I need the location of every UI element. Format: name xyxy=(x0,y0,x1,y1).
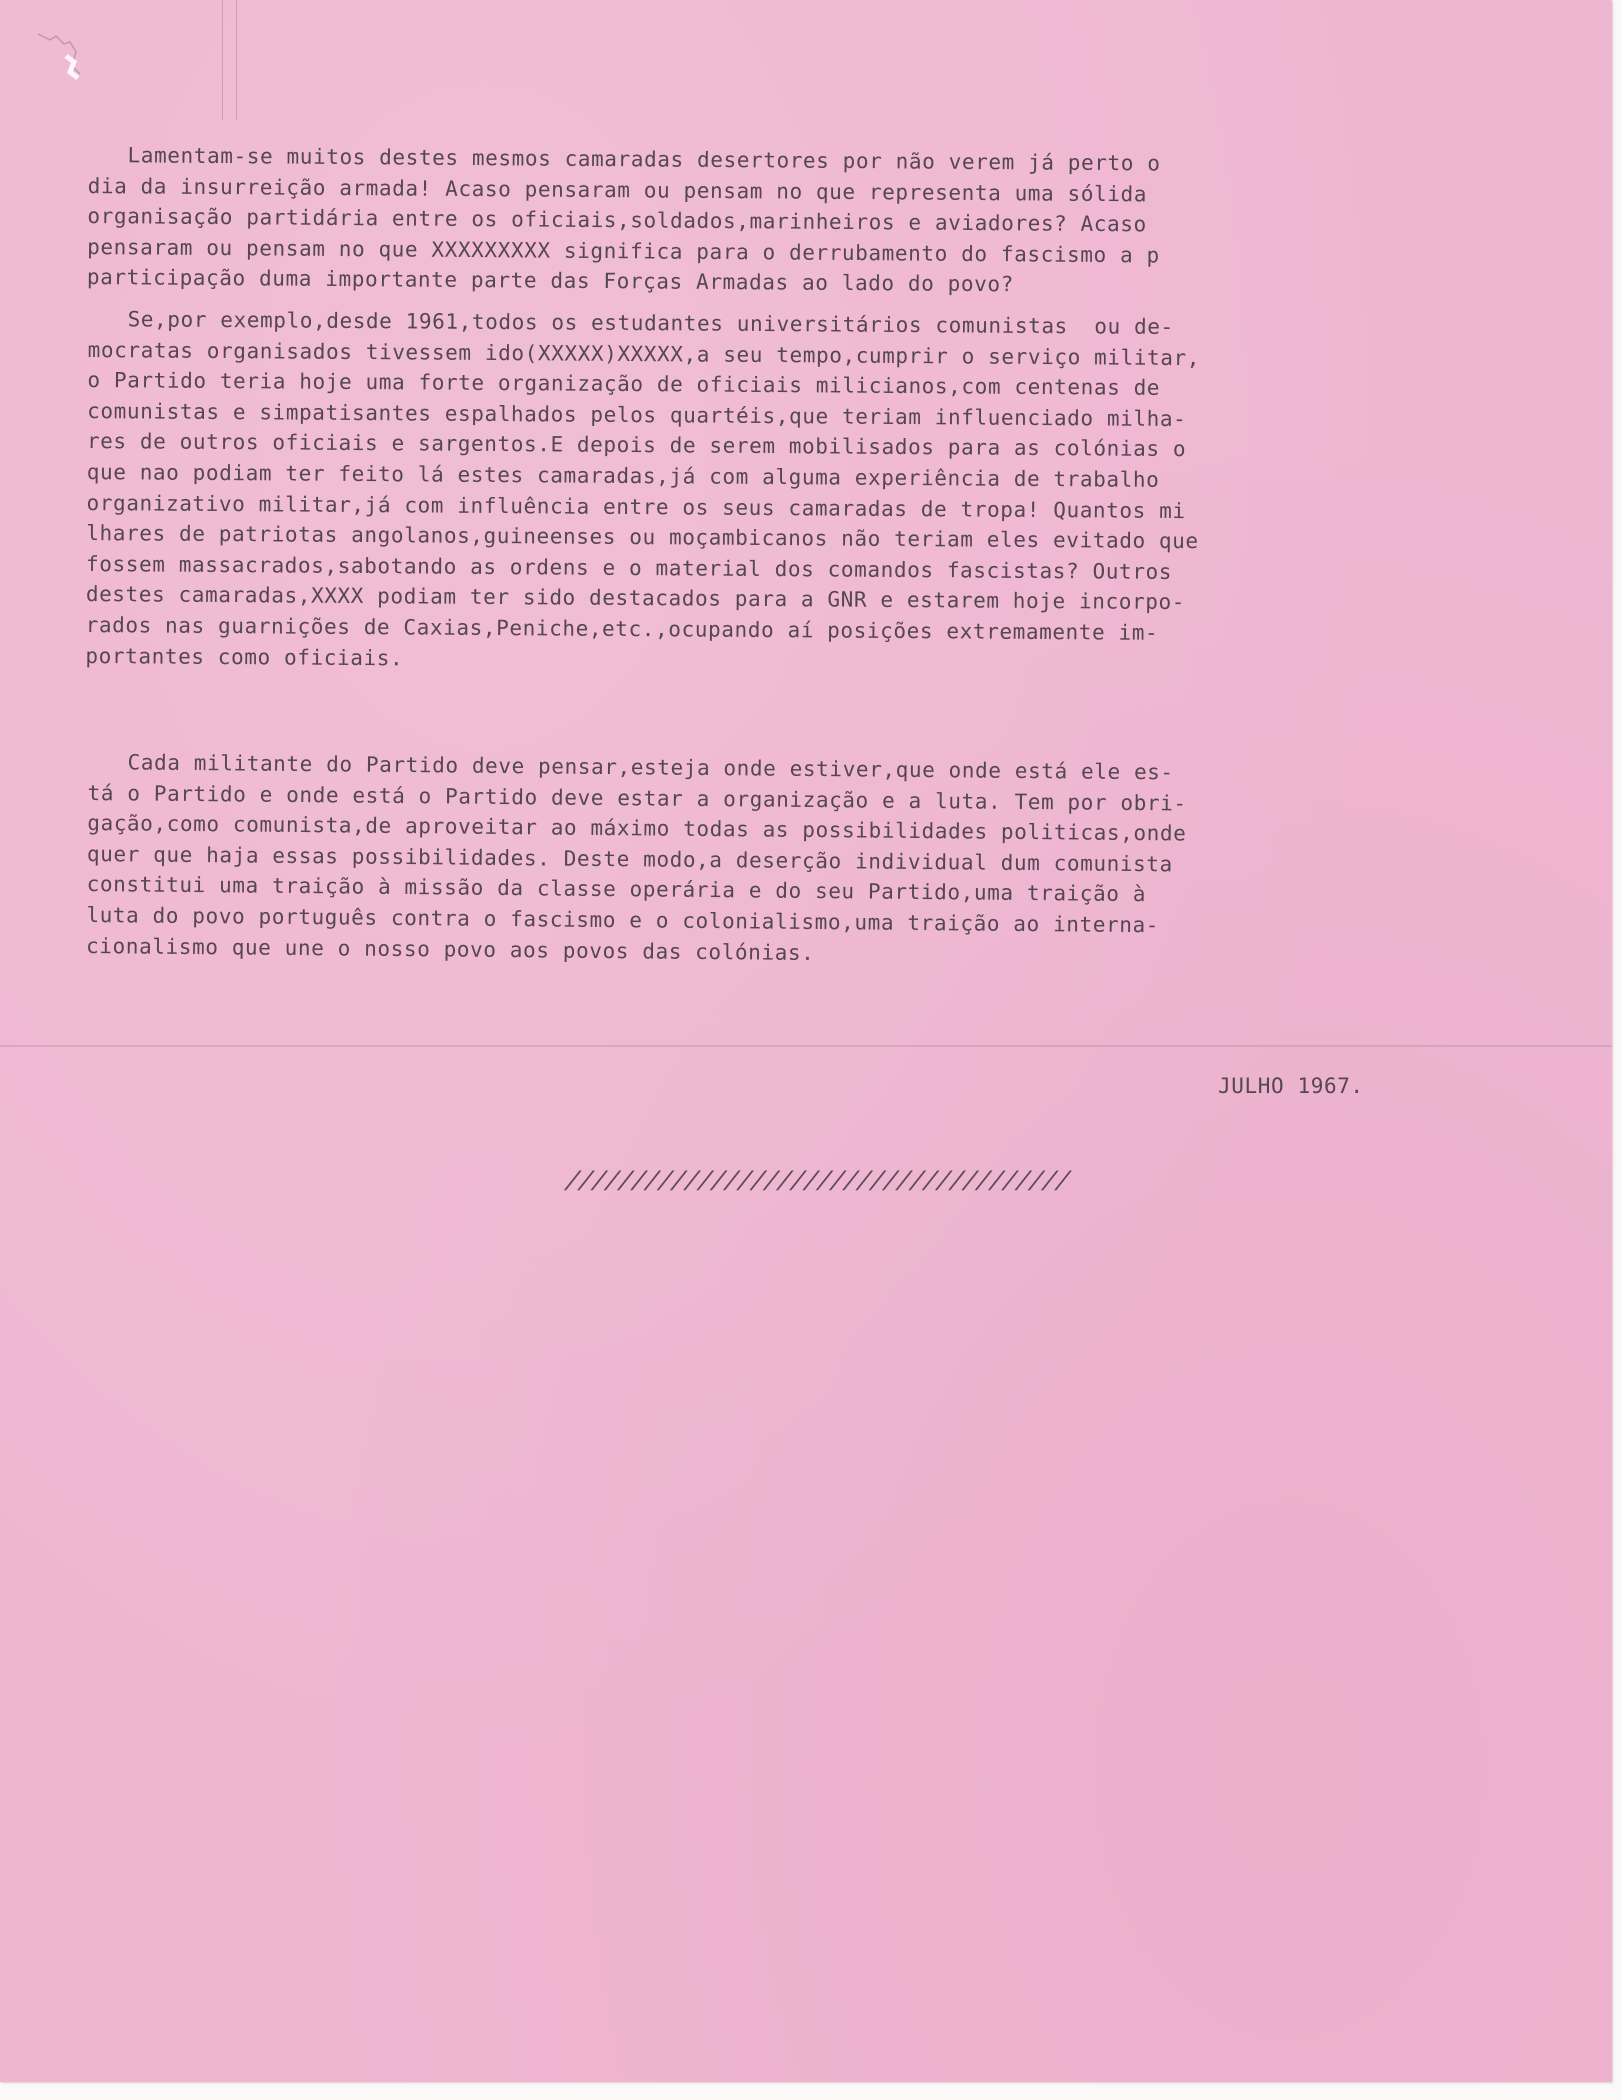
text-line: luta do povo português contra o fascismo e o colonialismo,uma traição ao interna- xyxy=(86,902,1160,938)
paragraph-2 xyxy=(85,304,1558,682)
paragraph-3 xyxy=(86,747,1558,975)
text-line: organisação partidária entre os oficiais,soldados,marinheiros e aviadores? Acaso xyxy=(87,204,1147,237)
text-line: participação duma importante parte das Forças Armadas ao lado do povo? xyxy=(86,265,1015,297)
text-line: organizativo militar,já com influência entre os seus camaradas de tropa! Quantos mi xyxy=(86,490,1186,523)
text-line: constitui uma traição à missão da classe operária e do seu Partido,uma traição à xyxy=(86,872,1147,907)
text-line: mocratas organisados tivessem ido(XXXXX)XXXXX,a seu tempo,cumprir o serviço militar, xyxy=(87,337,1201,370)
crease-mark xyxy=(236,0,237,120)
paragraph-1 xyxy=(87,140,1558,305)
text-line: tá o Partido e onde está o Partido deve estar a organização e a luta. Tem por obri- xyxy=(87,780,1187,816)
text-line: destes camaradas,XXXX podiam ter sido destacados para a GNR e estarem hoje incorpo- xyxy=(85,582,1186,615)
text-line: comunistas e simpatisantes espalhados pelos quartéis,que teriam influenciado milha- xyxy=(87,398,1187,431)
torn-corner-mark xyxy=(30,22,90,82)
text-line: Cada militante do Partido deve pensar,esteja onde estiver,que onde está ele es- xyxy=(87,749,1174,785)
text-line: rados nas guarnições de Caxias,Peniche,etc.,ocupando aí posições extremamente im- xyxy=(85,612,1159,645)
typed-divider: ////////////////////////////////////// xyxy=(561,1166,1075,1194)
text-line: o Partido teria hoje uma forte organização de oficiais milicianos,com centenas de xyxy=(87,368,1161,401)
text-line: fossem massacrados,sabotando as ordens e o material dos comandos fascistas? Outros xyxy=(86,551,1173,584)
text-line: Lamentam-se muitos destes mesmos camaradas desertores por não verem já perto o xyxy=(87,142,1161,176)
text-line: portantes como oficiais. xyxy=(85,643,404,670)
text-line: lhares de patriotas angolanos,guineenses ou moçambicanos não teriam eles evitado que xyxy=(86,521,1199,554)
text-line: que nao podiam ter feito lá estes camaradas,já com alguma experiência de trabalho xyxy=(86,459,1160,492)
text-line: gação,como comunista,de aproveitar ao máximo todas as possibilidades politicas,onde xyxy=(87,811,1187,846)
paper-fold-line xyxy=(0,1045,1612,1047)
crease-mark xyxy=(222,0,223,120)
text-line: quer que haja essas possibilidades. Deste modo,a deserção individual dum comunista xyxy=(86,841,1173,877)
text-line: res de outros oficiais e sargentos.E depois de serem mobilisados para as colónias o xyxy=(86,429,1187,462)
text-line: cionalismo que une o nosso povo aos povos das colónias. xyxy=(85,933,815,965)
document-date: JULHO 1967. xyxy=(1218,1074,1364,1098)
text-line: pensaram ou pensam no que XXXXXXXXX significa para o derrubamento do fascismo a p xyxy=(87,234,1160,268)
text-line: Se,por exemplo,desde 1961,todos os estudantes universitários comunistas ou de- xyxy=(87,306,1174,339)
text-line: dia da insurreição armada! Acaso pensaram ou pensam no que representa uma sólida xyxy=(87,173,1148,206)
